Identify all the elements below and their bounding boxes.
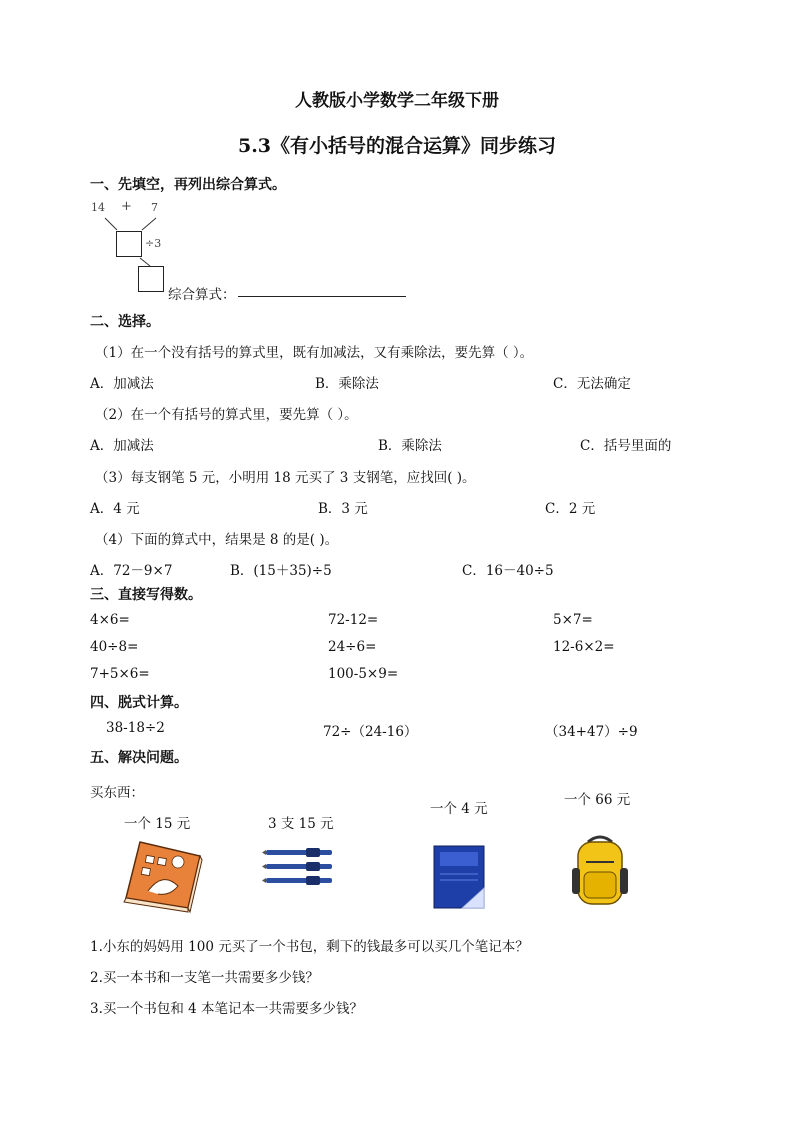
stepwise-calc-item: （34+47）÷9 (545, 724, 638, 740)
section4-heading: 四、脱式计算。 (90, 695, 188, 711)
document-subtitle: 5.3《有小括号的混合运算》同步练习 (237, 135, 557, 157)
q1-option-a[interactable]: A．加减法 (90, 376, 154, 392)
stepwise-calc-item: 72÷（24-16） (323, 724, 418, 740)
q3-option-b[interactable]: B．3 元 (318, 501, 368, 517)
mental-calc-item: 12-6×2= (553, 639, 615, 655)
q2-option-a[interactable]: A．加减法 (90, 438, 154, 454)
mental-calc-item: 5×7= (553, 612, 593, 628)
combined-formula-blank[interactable] (238, 296, 406, 297)
number-7: 7 (151, 201, 158, 214)
book-price: 一个 15 元 (124, 816, 191, 832)
mental-calc-item: 24÷6= (328, 639, 377, 655)
q4-option-a[interactable]: A．72－9×7 (90, 563, 173, 579)
q3-option-a[interactable]: A．4 元 (90, 501, 140, 517)
pens-price: 3 支 15 元 (268, 816, 334, 832)
document-title: 人教版小学数学二年级下册 (295, 91, 499, 111)
q2-option-b[interactable]: B．乘除法 (378, 438, 442, 454)
q4-text: （4）下面的算式中，结果是 8 的是( )。 (95, 532, 339, 548)
shopping-intro: 买东西： (90, 785, 144, 801)
mental-calc-item: 4×6= (90, 612, 130, 628)
backpack-price: 一个 66 元 (564, 792, 631, 808)
mental-calc-item: 100-5×9= (328, 666, 399, 682)
pens-picture (262, 846, 342, 891)
notebook-price: 一个 4 元 (430, 801, 488, 817)
q2-option-c[interactable]: C．括号里面的 (580, 438, 672, 454)
word-problem-2: 2.买一本书和一支笔一共需要多少钱？ (90, 970, 319, 986)
q1-option-b[interactable]: B．乘除法 (315, 376, 379, 392)
section5-heading: 五、解决问题。 (90, 750, 188, 766)
q1-text: （1）在一个没有括号的算式里，既有加减法，又有乘除法，要先算（ ）。 (95, 345, 534, 361)
q3-option-c[interactable]: C．2 元 (545, 501, 596, 517)
stepwise-calc-item: 38-18÷2 (106, 720, 165, 736)
mental-calc-item: 7+5×6= (90, 666, 150, 682)
book-picture (118, 836, 208, 911)
section2-heading: 二、选择。 (90, 314, 160, 330)
word-problem-1: 1.小东的妈妈用 100 元买了一个书包，剩下的钱最多可以买几个笔记本？ (90, 939, 529, 955)
combined-formula-label: 综合算式： (168, 287, 236, 303)
q3-text: （3）每支钢笔 5 元，小明用 18 元买了 3 支钢笔，应找回( )。 (95, 470, 476, 486)
notebook-picture (432, 844, 488, 910)
word-problem-3: 3.买一个书包和 4 本笔记本一共需要多少钱？ (90, 1001, 364, 1017)
answer-box-2[interactable] (138, 266, 164, 292)
section1-heading: 一、先填空，再列出综合算式。 (90, 177, 286, 193)
q4-option-c[interactable]: C．16－40÷5 (462, 563, 554, 579)
backpack-picture (568, 832, 632, 912)
q2-text: （2）在一个有括号的算式里，要先算（ ）。 (95, 407, 358, 423)
divide-3-label: ÷3 (145, 237, 162, 250)
mental-calc-item: 72-12= (328, 612, 379, 628)
plus-sign: + (121, 199, 132, 214)
q1-option-c[interactable]: C．无法确定 (553, 376, 631, 392)
mental-calc-item: 40÷8= (90, 639, 139, 655)
number-14: 14 (91, 201, 105, 214)
answer-box-1[interactable] (116, 231, 142, 257)
section3-heading: 三、直接写得数。 (90, 587, 202, 603)
q4-option-b[interactable]: B．(15＋35)÷5 (230, 563, 332, 579)
